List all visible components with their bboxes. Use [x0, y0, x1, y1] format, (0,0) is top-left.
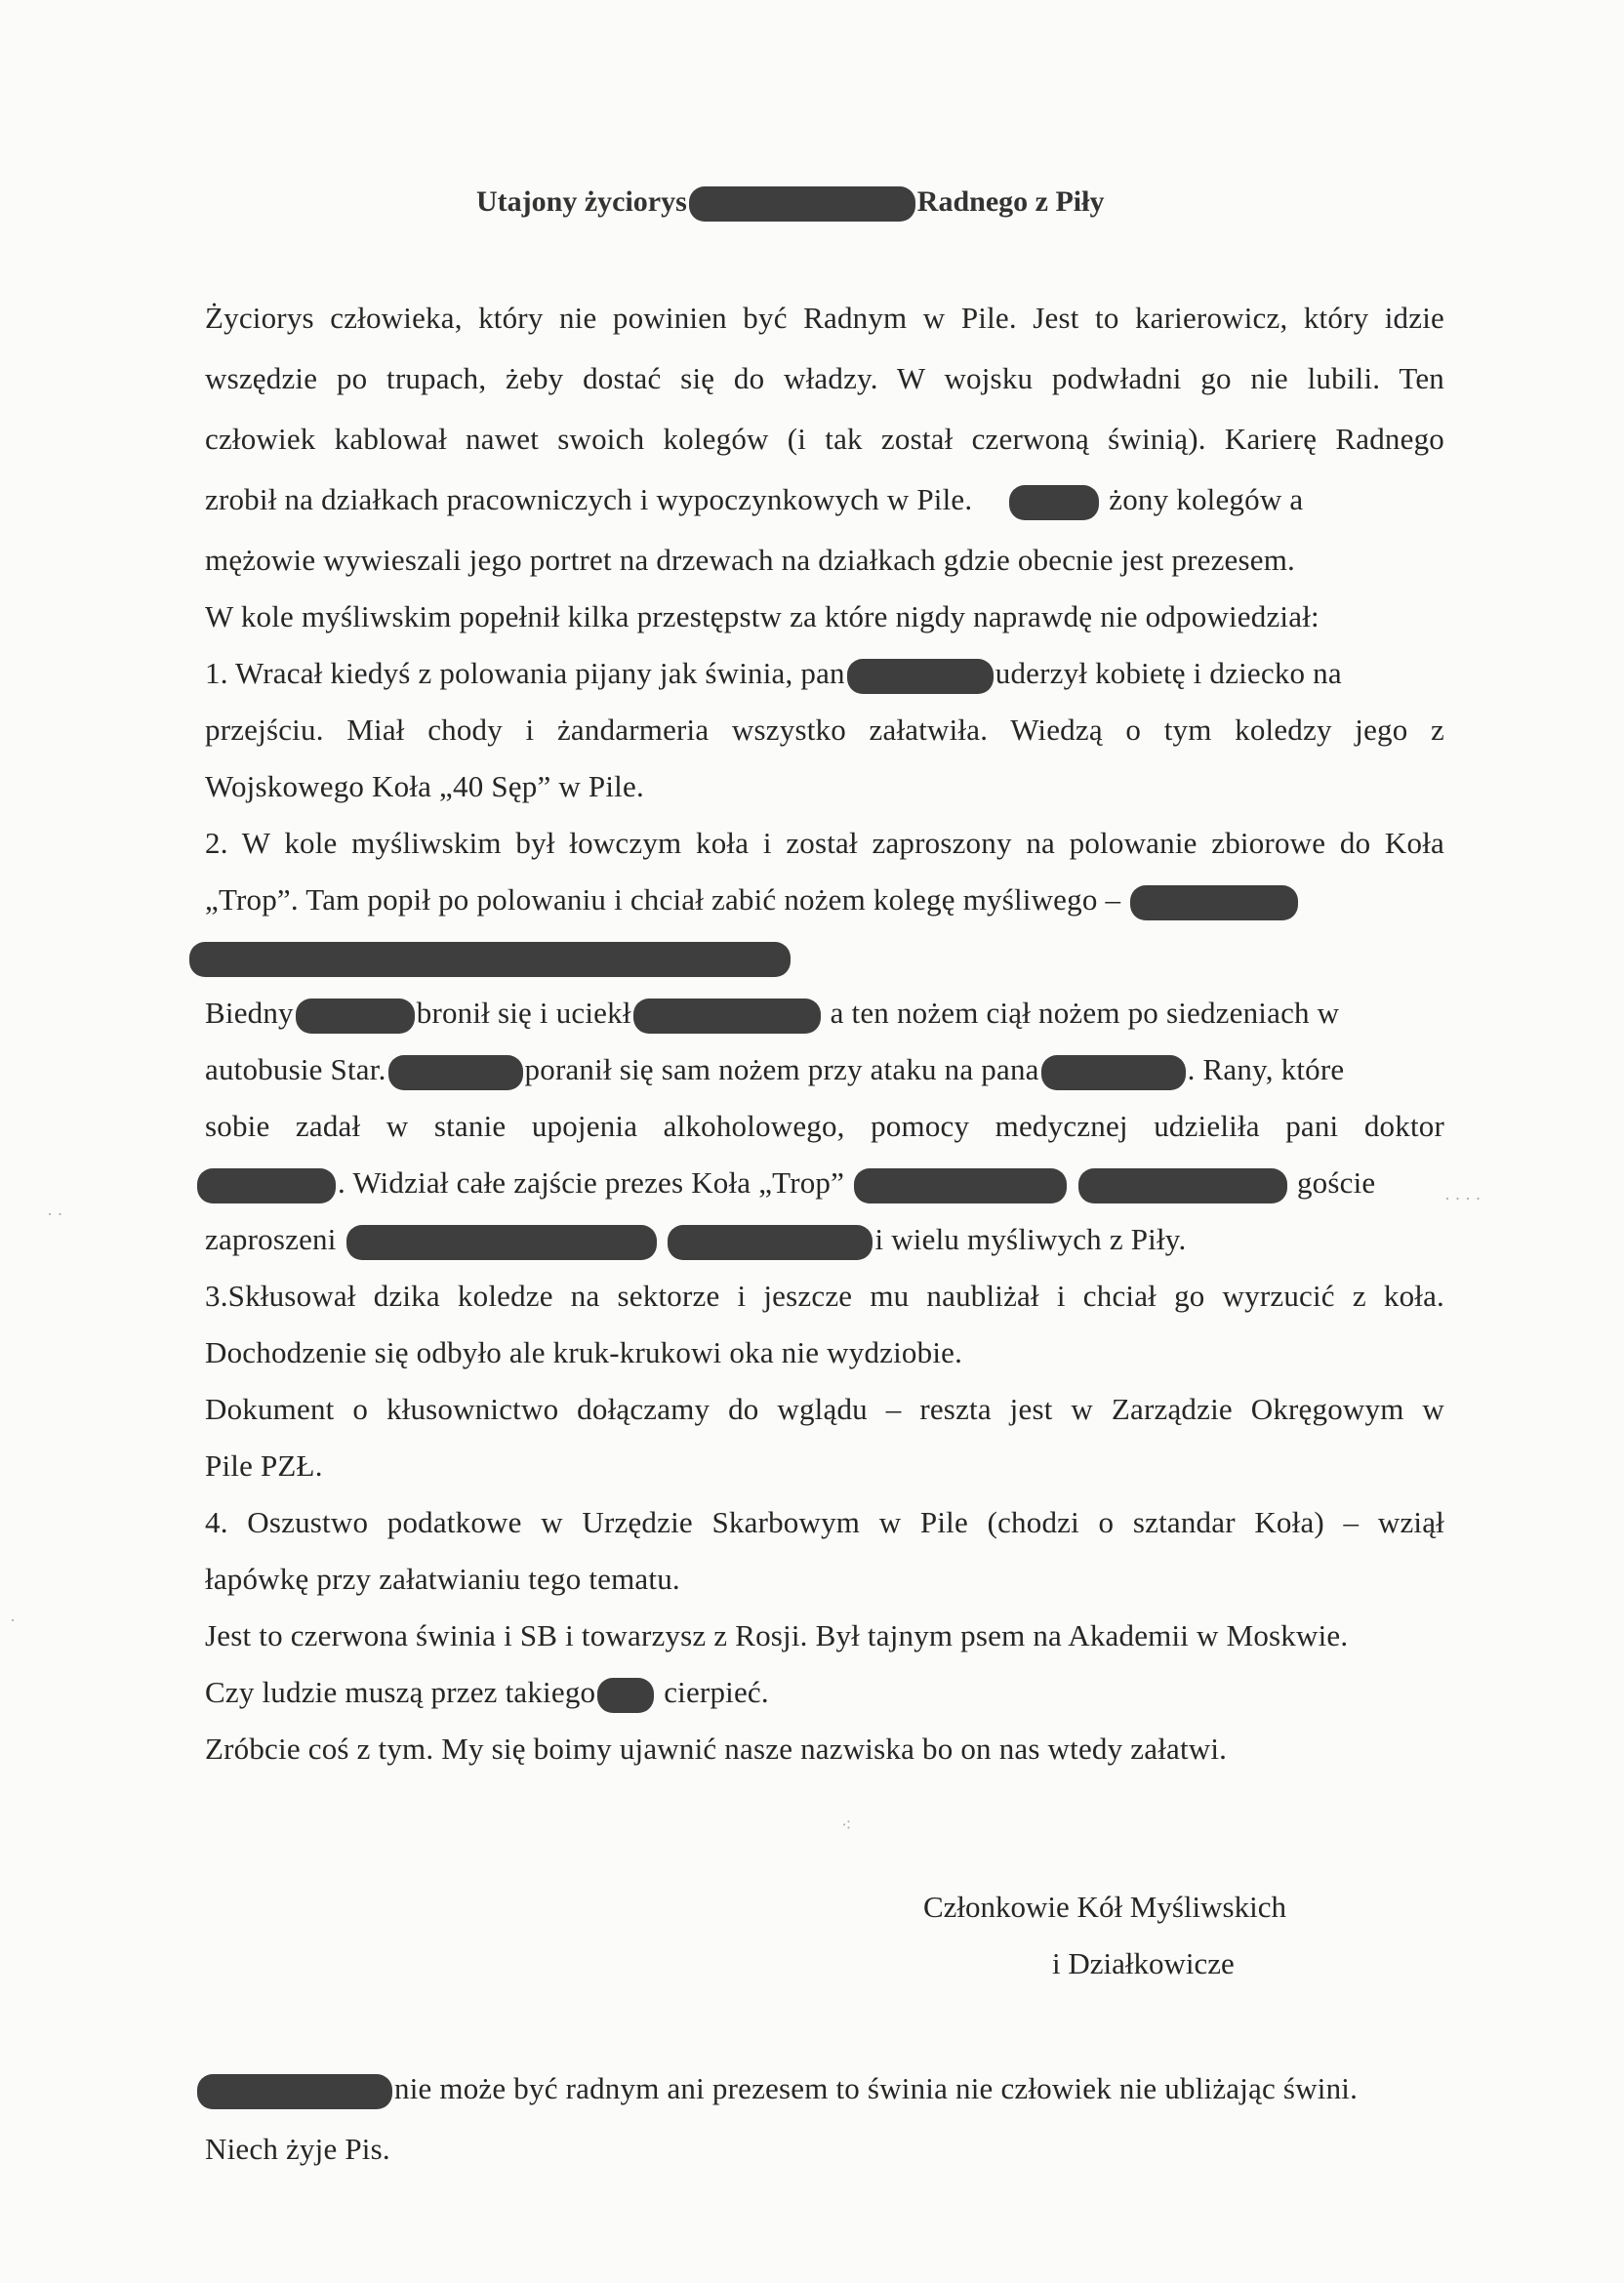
paragraph-line: zrobił na działkach pracowniczych i wypoczynkowych w Pile. żony kolegów a: [205, 480, 1444, 520]
closing-line: Czy ludzie muszą przez takiego cierpieć.: [205, 1673, 1444, 1713]
list-item-line: łapówkę przy załatwianiu tego tematu.: [205, 1562, 680, 1596]
title-text-end: Radnego z Piły: [916, 185, 1105, 218]
scan-speck: · ·: [47, 1204, 63, 1224]
redaction-block: [197, 1168, 336, 1203]
postscript-line: Niech żyje Pis.: [205, 2132, 390, 2166]
redaction-block: [296, 999, 415, 1034]
list-item-line: [187, 937, 1427, 977]
redaction-block: [854, 1168, 1067, 1203]
scan-speck: · · · ·: [1444, 1189, 1482, 1208]
redaction-block: [197, 2074, 392, 2109]
list-item-line: Pile PZŁ.: [205, 1448, 323, 1483]
redaction-block: [388, 1055, 523, 1090]
list-item-line: zaproszeni i wielu myśliwych z Piły.: [205, 1220, 1444, 1260]
redaction-block: [1078, 1168, 1287, 1203]
scan-speck: ·: [10, 1610, 16, 1630]
list-item-line: Dokument o kłusownictwo dołączamy do wglądu – reszta jest w Zarządzie Okręgowym w: [205, 1392, 1444, 1426]
redaction-block: [1130, 885, 1298, 920]
paragraph-line: W kole myśliwskim popełnił kilka przestępstw za które nigdy naprawdę nie odpowiedział:: [205, 599, 1320, 633]
redaction-block: [1041, 1055, 1186, 1090]
redaction-block: [668, 1225, 873, 1260]
list-item-line: 1. Wracał kiedyś z polowania pijany jak świnia, pan uderzył kobietę i dziecko na: [205, 654, 1444, 694]
document-title: [476, 185, 1104, 222]
paragraph-line: wszędzie po trupach, żeby dostać się do władzy. W wojsku podwładni go nie lubili. Ten: [205, 361, 1444, 395]
title-text-start: Utajony życiorys: [476, 185, 687, 218]
list-item-line: . Widział całe zajście prezes Koła „Trop” goście: [195, 1163, 1435, 1203]
redaction-block: [189, 942, 791, 977]
redaction-block: [689, 186, 915, 222]
list-item-line: Biedny bronił się i uciekł a ten nożem ciął nożem po siedzeniach w: [205, 994, 1444, 1034]
signature-line-1: Członkowie Kół Myśliwskich: [923, 1890, 1286, 1924]
list-item-line: „Trop”. Tam popił po polowaniu i chciał zabić nożem kolegę myśliwego –: [205, 880, 1444, 920]
postscript-line: nie może być radnym ani prezesem to świnia nie człowiek nie ubliżając świni.: [195, 2069, 1435, 2109]
list-item-line: 3.Skłusował dzika koledze na sektorze i jeszcze mu naubliżał i chciał go wyrzucić z koła.: [205, 1279, 1444, 1313]
redaction-block: [597, 1678, 654, 1713]
redaction-block: [1009, 485, 1099, 520]
paragraph-line: mężowie wywieszali jego portret na drzewach na działkach gdzie obecnie jest prezesem.: [205, 543, 1295, 577]
list-item-line: autobusie Star. poranił się sam nożem przy ataku na pana . Rany, które: [205, 1050, 1444, 1090]
closing-line: Zróbcie coś z tym. My się boimy ujawnić nasze nazwiska bo on nas wtedy załatwi.: [205, 1732, 1228, 1766]
paragraph-line: Życiorys człowieka, który nie powinien być Radnym w Pile. Jest to karierowicz, który idzie: [205, 301, 1444, 335]
redaction-block: [346, 1225, 657, 1260]
list-item-line: przejściu. Miał chody i żandarmeria wszystko załatwiła. Wiedzą o tym koledzy jego z: [205, 713, 1444, 747]
closing-line: Jest to czerwona świnia i SB i towarzysz z Rosji. Był tajnym psem na Akademii w Moskwie.: [205, 1618, 1349, 1652]
redaction-block: [633, 999, 821, 1034]
list-item-line: 4. Oszustwo podatkowe w Urzędzie Skarbowym w Pile (chodzi o sztandar Koła) – wziął: [205, 1505, 1444, 1539]
paragraph-line: człowiek kablował nawet swoich kolegów (i tak został czerwoną świnią). Karierę Radnego: [205, 422, 1444, 456]
list-item-line: Dochodzenie się odbyło ale kruk-krukowi oka nie wydziobie.: [205, 1335, 963, 1369]
list-item-line: sobie zadał w stanie upojenia alkoholowego, pomocy medycznej udzieliła pani doktor: [205, 1109, 1444, 1143]
redaction-block: [847, 659, 994, 694]
list-item-line: 2. W kole myśliwskim był łowczym koła i został zaproszony na polowanie zbiorowe do Koła: [205, 826, 1444, 860]
list-item-line: Wojskowego Koła „40 Sęp” w Pile.: [205, 769, 644, 803]
scan-speck: ⁖: [841, 1815, 852, 1835]
signature-line-2: i Działkowicze: [1052, 1946, 1235, 1980]
